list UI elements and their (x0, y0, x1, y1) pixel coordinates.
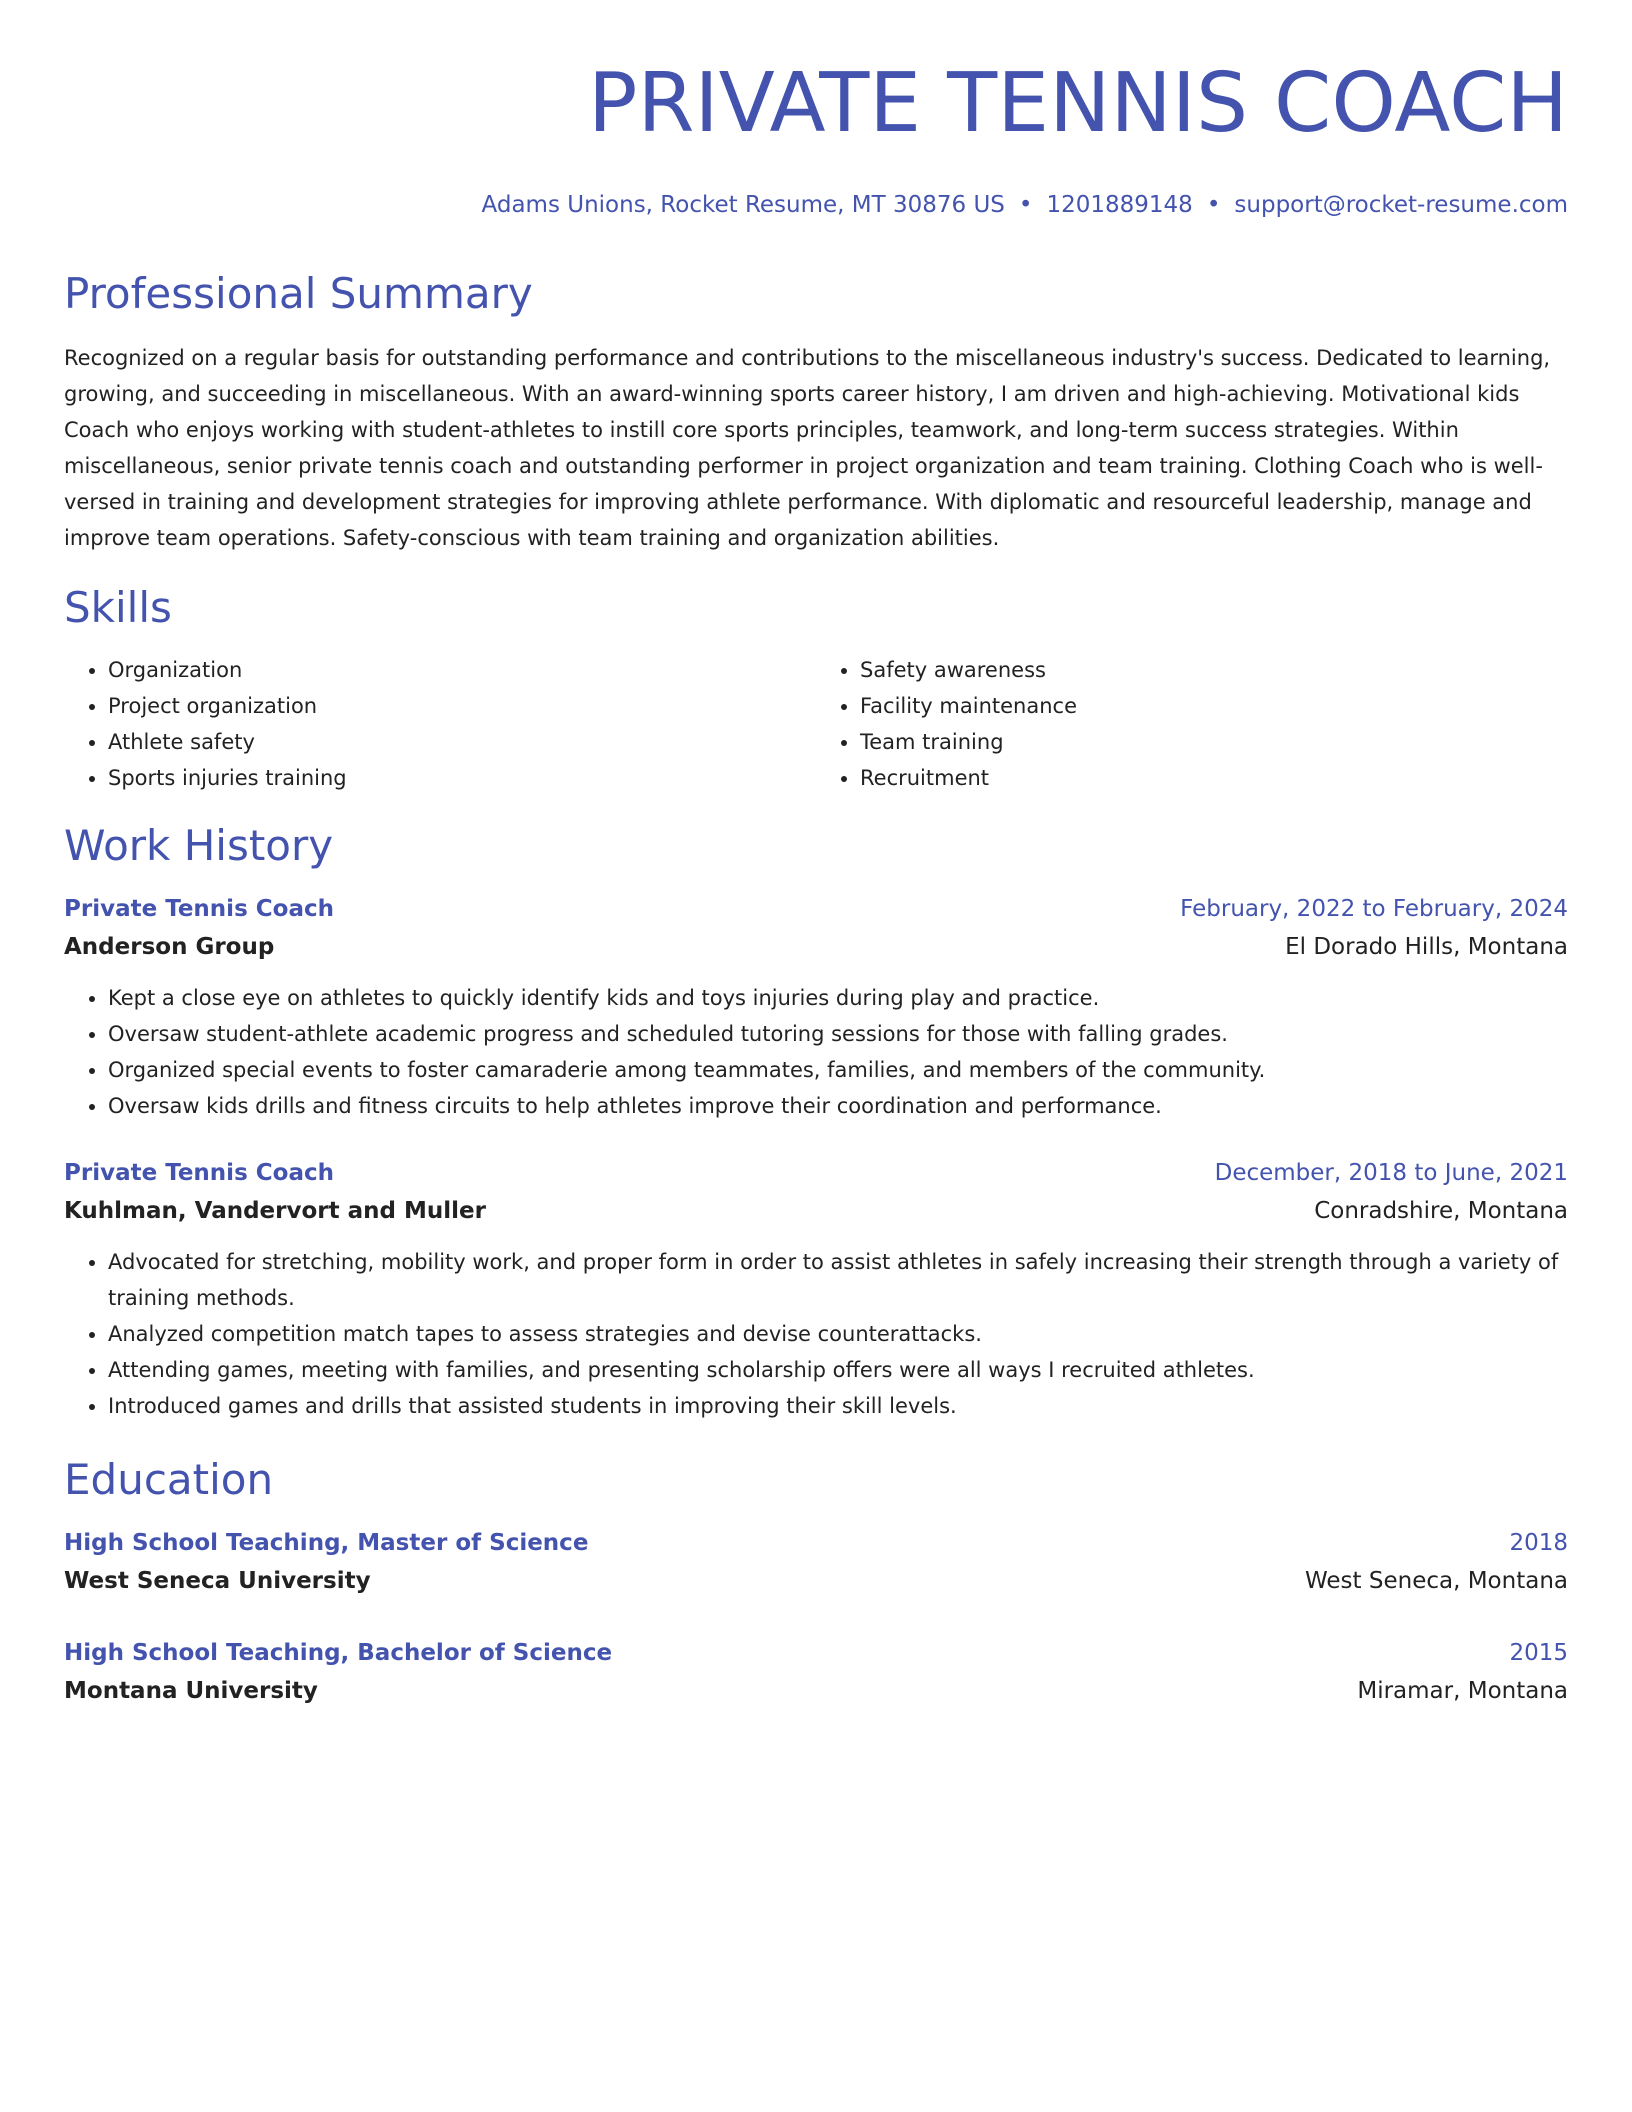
job-header-row (64, 1154, 1568, 1192)
skill-item: • Project organization (108, 688, 816, 724)
job-entry (64, 1154, 1568, 1424)
contact-separator: • (1018, 192, 1033, 218)
education-degree: High School Teaching, Master of Science (64, 1530, 589, 1556)
job-dates: December, 2018 to June, 2021 (1214, 1160, 1568, 1186)
job-company: Anderson Group (64, 934, 275, 960)
contact-phone: 1201889148 (1046, 192, 1193, 218)
education-school-row (64, 1672, 1568, 1710)
skills-column-right (816, 652, 1568, 796)
skill-item: • Athlete safety (108, 724, 816, 760)
education-year: 2015 (1509, 1640, 1568, 1666)
skills-list (64, 652, 1568, 796)
job-bullet: • Introduced games and drills that assisted students in improving their skill levels. (108, 1388, 1568, 1424)
skill-item: • Team training (860, 724, 1568, 760)
section-title-work-history: Work History (64, 821, 334, 870)
section-title-summary: Professional Summary (64, 269, 533, 318)
education-school: Montana University (64, 1678, 318, 1704)
job-bullet: • Attending games, meeting with families, and presenting scholarship offers were all ways I recruited athletes. (108, 1352, 1568, 1388)
job-title: Private Tennis Coach (64, 896, 334, 922)
job-location: El Dorado Hills, Montana (1285, 934, 1568, 960)
education-location: Miramar, Montana (1357, 1678, 1568, 1704)
job-company: Kuhlman, Vandervort and Muller (64, 1198, 486, 1224)
resume-name: PRIVATE TENNIS COACH (588, 56, 1568, 151)
skill-item: • Facility maintenance (860, 688, 1568, 724)
job-bullets (64, 1244, 1568, 1424)
contact-address: Adams Unions, Rocket Resume, MT 30876 US (481, 192, 1005, 218)
skill-item: • Recruitment (860, 760, 1568, 796)
job-entry (64, 890, 1568, 1124)
skill-item: • Safety awareness (860, 652, 1568, 688)
education-school: West Seneca University (64, 1568, 371, 1594)
skill-item: • Organization (108, 652, 816, 688)
job-bullet: • Organized special events to foster camaraderie among teammates, families, and members of the community. (108, 1052, 1568, 1088)
job-dates: February, 2022 to February, 2024 (1180, 896, 1568, 922)
job-company-row (64, 1192, 1568, 1230)
education-school-row (64, 1562, 1568, 1600)
education-header-row (64, 1524, 1568, 1562)
contact-line (64, 190, 1568, 220)
job-header-row (64, 890, 1568, 928)
job-bullet: • Advocated for stretching, mobility work, and proper form in order to assist athletes in safely increasing their strength through a variety of training methods. (108, 1244, 1568, 1316)
job-bullet: • Oversaw student-athlete academic progress and scheduled tutoring sessions for those with falling grades. (108, 1016, 1568, 1052)
education-location: West Seneca, Montana (1305, 1568, 1568, 1594)
section-title-education: Education (64, 1455, 274, 1504)
education-entry (64, 1524, 1568, 1600)
skills-column-left (64, 652, 816, 796)
summary-text: Recognized on a regular basis for outstanding performance and contributions to the miscellaneous industry's success. Dedicated to learning, growing, and succeeding in miscellaneous. With an award-winning sports career history, I am driven and high-achieving. Motivational kids Coach who enjoys working with student-athletes to instill core sports principles, teamwork, and long-term success strategies. Within miscellaneous, senior private tennis coach and outstanding performer in project organization and team training. Clothing Coach who is well-versed in training and development strategies for improving athlete performance. With diplomatic and resourceful leadership, manage and improve team operations. Safety-conscious with team training and organization abilities. (64, 346, 1551, 550)
job-bullet: • Analyzed competition match tapes to assess strategies and devise counterattacks. (108, 1316, 1568, 1352)
contact-email: support@rocket-resume.com (1234, 192, 1568, 218)
education-year: 2018 (1509, 1530, 1568, 1556)
job-bullet: • Oversaw kids drills and fitness circuits to help athletes improve their coordination and performance. (108, 1088, 1568, 1124)
education-entry (64, 1634, 1568, 1710)
job-location: Conradshire, Montana (1314, 1198, 1568, 1224)
contact-separator: • (1206, 192, 1221, 218)
section-title-skills: Skills (64, 583, 172, 632)
skill-item: • Sports injuries training (108, 760, 816, 796)
job-bullet: • Kept a close eye on athletes to quickly identify kids and toys injuries during play and practice. (108, 980, 1568, 1016)
job-title: Private Tennis Coach (64, 1160, 334, 1186)
job-company-row (64, 928, 1568, 966)
education-degree: High School Teaching, Bachelor of Science (64, 1640, 613, 1666)
job-bullets (64, 980, 1568, 1124)
education-header-row (64, 1634, 1568, 1672)
